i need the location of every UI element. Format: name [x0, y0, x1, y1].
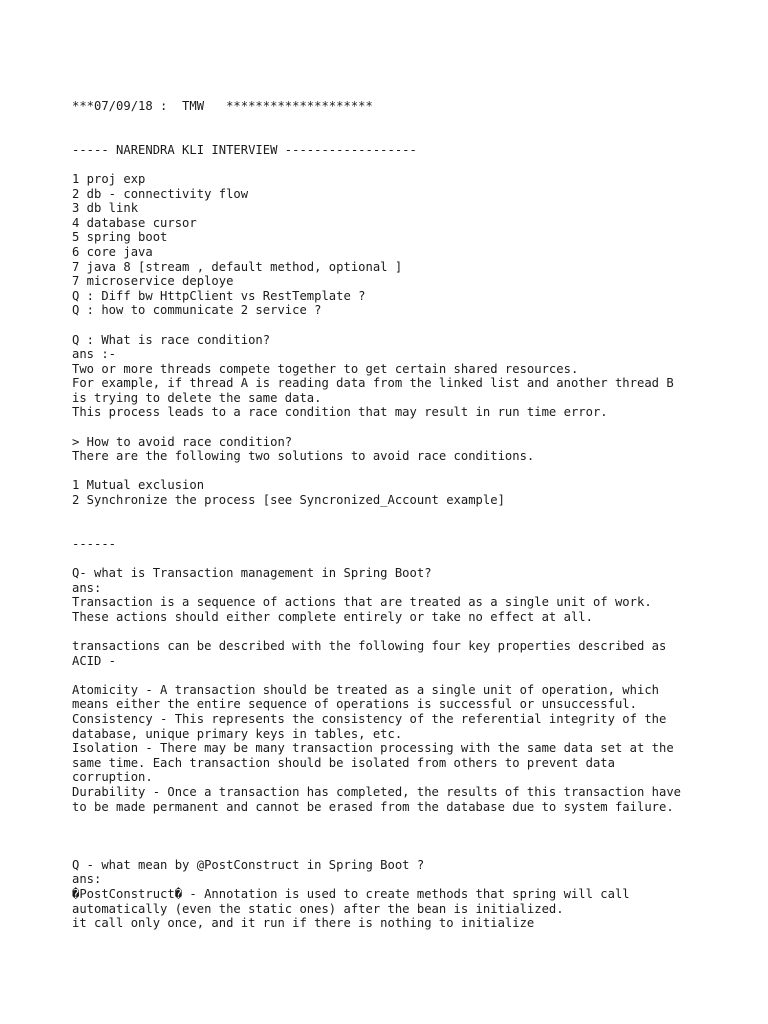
acid-line: transactions can be described with the following four key properties described as: [72, 638, 667, 653]
topic-item: 7 microservice deploye: [72, 274, 234, 289]
topics-list: [72, 172, 752, 318]
transaction-line: Transaction is a sequence of actions that are treated as a single unit of work.: [72, 595, 652, 610]
topic-item: 1 proj exp: [72, 171, 146, 186]
race-ans-label: ans :-: [72, 347, 117, 362]
topic-item: 6 core java: [72, 244, 153, 259]
race-line: Two or more threads compete together to get certain shared resources.: [72, 361, 579, 376]
acid-property-line: corruption.: [72, 770, 153, 785]
topic-question: Q : how to communicate 2 service ?: [72, 303, 322, 318]
transaction-ans-label: ans:: [72, 580, 102, 595]
acid-property-line: database, unique primary keys in tables, etc.: [72, 726, 403, 741]
race-line: is trying to delete the same data.: [72, 390, 322, 405]
topic-item: 2 db - connectivity flow: [72, 186, 249, 201]
acid-property-line: Isolation - There may be many transaction processing with the same data set at the: [72, 741, 674, 756]
race-line: This process leads to a race condition that may result in run time error.: [72, 405, 608, 420]
topic-item: 7 java 8 [stream , default method, optional ]: [72, 259, 403, 274]
transaction-section: [72, 566, 752, 814]
race-condition-section: [72, 333, 752, 508]
document-header: ***07/09/18 : TMW ********************: [72, 99, 373, 113]
section-title: ----- NARENDRA KLI INTERVIEW ------------------: [72, 142, 417, 157]
acid-property-line: Consistency - This represents the consistency of the referential integrity of the: [72, 711, 667, 726]
acid-property-line: Durability - Once a transaction has completed, the results of this transaction have: [72, 784, 682, 799]
topic-item: 3 db link: [72, 201, 139, 216]
avoid-race-intro: There are the following two solutions to avoid race conditions.: [72, 449, 535, 464]
topic-item: 5 spring boot: [72, 230, 168, 245]
avoid-race-question: > How to avoid race condition?: [72, 434, 293, 449]
postconstruct-question: Q - what mean by @PostConstruct in Spring Boot ?: [72, 857, 425, 872]
race-line: For example, if thread A is reading data from the linked list and another thread B: [72, 376, 674, 391]
transaction-line: These actions should either complete entirely or take no effect at all.: [72, 609, 593, 624]
acid-property-line: means either the entire sequence of operations is successful or unsuccessful.: [72, 697, 637, 712]
postconstruct-line: �PostConstruct� - Annotation is used to create methods that spring will call: [72, 887, 630, 902]
postconstruct-line: automatically (even the static ones) after the bean is initialized.: [72, 901, 564, 916]
acid-property-line: Atomicity - A transaction should be treated as a single unit of operation, which: [72, 682, 659, 697]
postconstruct-section: [72, 858, 752, 931]
acid-property-line: to be made permanent and cannot be erased from the database due to system failure.: [72, 799, 674, 814]
topic-item: 4 database cursor: [72, 215, 197, 230]
acid-line: ACID -: [72, 653, 117, 668]
race-question: Q : What is race condition?: [72, 332, 271, 347]
topic-question: Q : Diff bw HttpClient vs RestTemplate ?: [72, 288, 366, 303]
postconstruct-ans-label: ans:: [72, 872, 102, 887]
document-page: [72, 99, 752, 931]
solution-item: 1 Mutual exclusion: [72, 478, 205, 493]
transaction-question: Q- what is Transaction management in Spring Boot?: [72, 566, 432, 580]
separator: ------: [72, 536, 117, 551]
postconstruct-line: it call only once, and it run if there is nothing to initialize: [72, 916, 535, 931]
solution-item: 2 Synchronize the process [see Syncronized_Account example]: [72, 493, 505, 508]
acid-property-line: same time. Each transaction should be isolated from others to prevent data: [72, 755, 615, 770]
